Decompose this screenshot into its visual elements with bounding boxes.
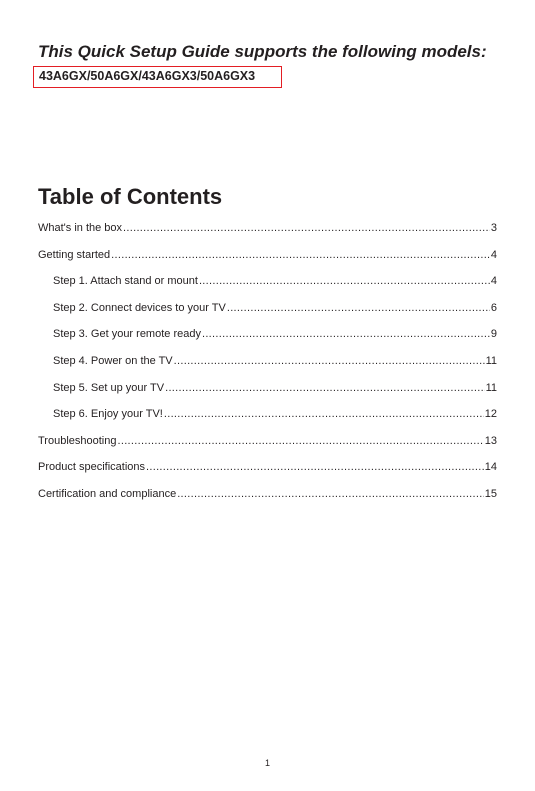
toc-entry-label: Step 4. Power on the TV (53, 354, 173, 367)
toc-entry-getting-started[interactable] (38, 245, 497, 272)
toc-entry-whats-in-the-box[interactable] (38, 218, 497, 245)
toc-entry-page: 15 (484, 487, 497, 500)
toc-entry-label: Product specifications (38, 461, 145, 474)
toc-entry-page: 12 (484, 408, 497, 421)
toc-entry-label: Certification and compliance (38, 487, 177, 500)
table-of-contents (38, 218, 497, 511)
toc-entry-page: 14 (484, 461, 497, 474)
toc-entry-certification-and-compliance[interactable] (38, 484, 497, 511)
dot-leader (117, 433, 483, 449)
toc-entry-label: Step 5. Set up your TV (53, 381, 165, 394)
toc-entry-step-2[interactable] (38, 298, 497, 325)
toc-title: Table of Contents (38, 184, 223, 209)
dot-leader (177, 486, 484, 502)
toc-entry-page: 6 (490, 301, 497, 314)
toc-entry-page: 13 (484, 434, 497, 447)
toc-entry-product-specifications[interactable] (38, 457, 497, 484)
models-heading: This Quick Setup Guide supports the following models: (38, 42, 487, 61)
dot-leader (227, 300, 490, 316)
toc-entry-label: What's in the box (38, 222, 123, 234)
dot-leader (165, 380, 484, 396)
dot-leader (123, 220, 490, 236)
toc-entry-label: Getting started (38, 248, 111, 261)
toc-entry-label: Step 2. Connect devices to your TV (53, 301, 226, 314)
dot-leader (111, 247, 490, 263)
toc-entry-page: 4 (490, 275, 497, 288)
toc-entry-step-3[interactable] (38, 324, 497, 351)
toc-entry-step-5[interactable] (38, 378, 497, 405)
models-list: 43A6GX/50A6GX/43A6GX3/50A6GX3 (39, 69, 256, 83)
toc-entry-step-6[interactable] (38, 404, 497, 431)
toc-entry-step-4[interactable] (38, 351, 497, 378)
toc-entry-page: 11 (485, 381, 497, 394)
dot-leader (199, 273, 490, 289)
dot-leader (174, 353, 485, 369)
dot-leader (164, 406, 484, 422)
toc-entry-label: Step 3. Get your remote ready (53, 328, 201, 341)
toc-entry-page: 3 (490, 222, 497, 234)
toc-entry-page: 4 (490, 248, 497, 261)
toc-entry-step-1[interactable] (38, 271, 497, 298)
toc-entry-troubleshooting[interactable] (38, 431, 497, 458)
toc-entry-page: 9 (490, 328, 497, 341)
toc-entry-label: Step 6. Enjoy your TV! (53, 408, 163, 421)
page-number: 1 (264, 758, 270, 768)
toc-entry-label: Troubleshooting (38, 434, 117, 447)
toc-entry-page: 11 (485, 354, 497, 367)
dot-leader (202, 326, 490, 342)
dot-leader (146, 459, 484, 475)
toc-entry-label: Step 1. Attach stand or mount (53, 275, 198, 288)
